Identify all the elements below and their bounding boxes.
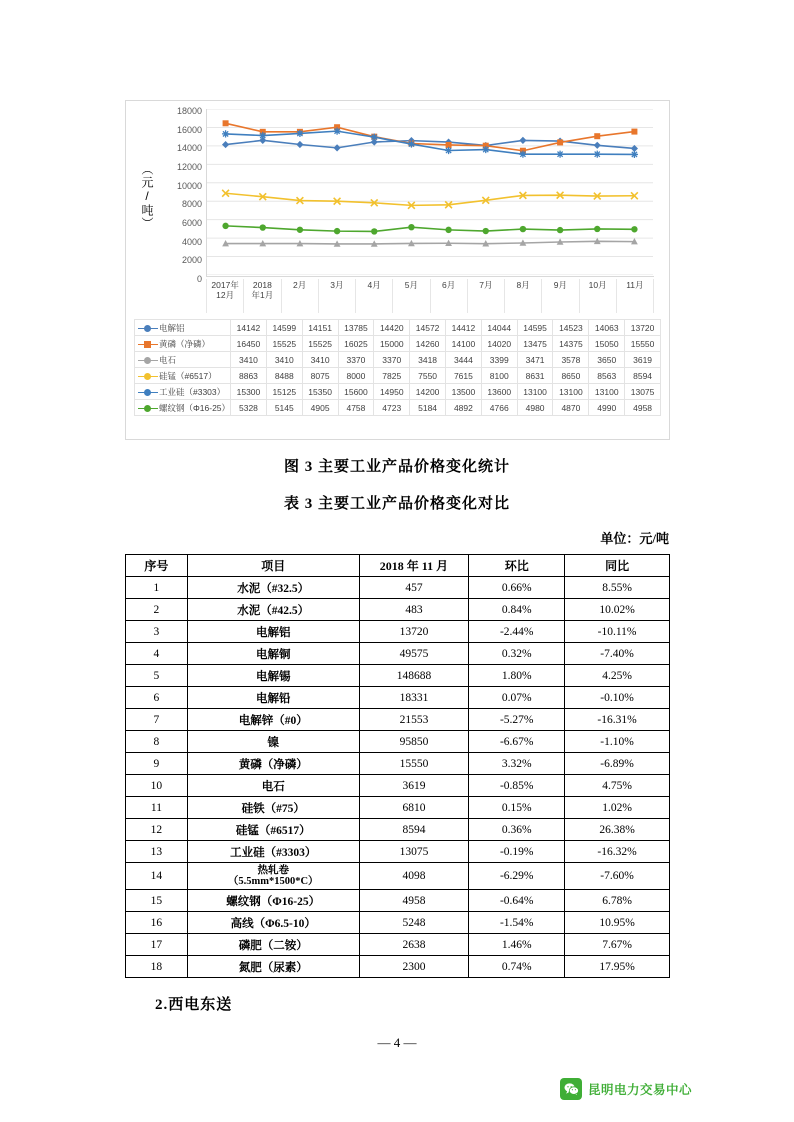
chart-series-value: 8563 bbox=[589, 368, 625, 384]
chart-series-value: 3410 bbox=[231, 352, 267, 368]
row-value: 2300 bbox=[359, 956, 469, 978]
chart-series-value: 16450 bbox=[231, 336, 267, 352]
chart-series-value: 4758 bbox=[338, 400, 374, 416]
row-value: 49575 bbox=[359, 643, 469, 665]
chart-y-axis-title: （元/吨） bbox=[140, 163, 154, 230]
row-value: 148688 bbox=[359, 665, 469, 687]
row-index: 12 bbox=[126, 819, 188, 841]
row-mom: 0.74% bbox=[469, 956, 565, 978]
table-row bbox=[126, 709, 670, 731]
wechat-icon bbox=[560, 1078, 582, 1100]
x-tick: 2月 bbox=[281, 279, 318, 313]
chart-series-value: 15525 bbox=[266, 336, 302, 352]
product-price-table bbox=[125, 554, 670, 978]
row-item: 电解铝 bbox=[187, 621, 359, 643]
chart-lines bbox=[206, 109, 654, 277]
row-item: 水泥（#42.5） bbox=[187, 599, 359, 621]
chart-series-value: 15350 bbox=[302, 384, 338, 400]
row-mom: 1.46% bbox=[469, 934, 565, 956]
chart-series-value: 14599 bbox=[266, 320, 302, 336]
table-row bbox=[126, 797, 670, 819]
table-row bbox=[126, 912, 670, 934]
row-yoy: 8.55% bbox=[565, 577, 670, 599]
row-value: 15550 bbox=[359, 753, 469, 775]
x-tick: 9月 bbox=[541, 279, 578, 313]
row-item: 硅锰（#6517） bbox=[187, 819, 359, 841]
chart-series-value: 7550 bbox=[410, 368, 446, 384]
chart-series-value: 4980 bbox=[517, 400, 553, 416]
chart-series-value: 13100 bbox=[589, 384, 625, 400]
x-tick: 3月 bbox=[318, 279, 355, 313]
section-heading: 2.西电东送 bbox=[155, 997, 233, 1013]
table-row bbox=[126, 863, 670, 890]
table-row bbox=[126, 731, 670, 753]
x-tick: 7月 bbox=[467, 279, 504, 313]
row-value: 6810 bbox=[359, 797, 469, 819]
y-tick: 6000 bbox=[181, 218, 202, 228]
chart-series-value: 3619 bbox=[625, 352, 661, 368]
table-header-cell: 同比 bbox=[565, 555, 670, 577]
chart-series-value: 7825 bbox=[374, 368, 410, 384]
chart-series-value: 13475 bbox=[517, 336, 553, 352]
chart-series-value: 15525 bbox=[302, 336, 338, 352]
x-tick: 11月 bbox=[616, 279, 654, 313]
x-tick: 5月 bbox=[392, 279, 429, 313]
table-header-cell: 项目 bbox=[187, 555, 359, 577]
chart-series-value: 3370 bbox=[374, 352, 410, 368]
chart-series-legend: 螺纹钢（Φ16-25） bbox=[135, 400, 231, 416]
row-yoy: 10.02% bbox=[565, 599, 670, 621]
x-tick: 2017年 12月 bbox=[206, 279, 243, 313]
row-value: 5248 bbox=[359, 912, 469, 934]
chart-series-value: 8488 bbox=[266, 368, 302, 384]
chart-series-value: 14260 bbox=[410, 336, 446, 352]
table-row bbox=[126, 665, 670, 687]
chart-series-legend: 电石 bbox=[135, 352, 231, 368]
row-value: 8594 bbox=[359, 819, 469, 841]
row-item: 硅铁（#75） bbox=[187, 797, 359, 819]
chart-series-value: 3418 bbox=[410, 352, 446, 368]
chart-series-value: 14420 bbox=[374, 320, 410, 336]
row-item: 镍 bbox=[187, 731, 359, 753]
row-mom: 0.07% bbox=[469, 687, 565, 709]
y-tick: 8000 bbox=[181, 199, 202, 210]
table-header-row bbox=[126, 555, 670, 577]
chart-series-value: 14572 bbox=[410, 320, 446, 336]
chart-x-tick-labels bbox=[206, 279, 654, 313]
row-mom: 0.32% bbox=[469, 643, 565, 665]
chart-series-value: 8631 bbox=[517, 368, 553, 384]
row-index: 9 bbox=[126, 753, 188, 775]
row-index: 18 bbox=[126, 956, 188, 978]
row-yoy: 17.95% bbox=[565, 956, 670, 978]
figure-caption: 图 3 主要工业产品价格变化统计 bbox=[283, 459, 510, 475]
chart-series-value: 5145 bbox=[266, 400, 302, 416]
row-mom: 0.36% bbox=[469, 819, 565, 841]
chart-series-value: 13075 bbox=[625, 384, 661, 400]
chart-series-value: 8100 bbox=[481, 368, 517, 384]
row-yoy: -16.32% bbox=[565, 841, 670, 863]
row-yoy: 10.95% bbox=[565, 912, 670, 934]
row-yoy: -7.40% bbox=[565, 643, 670, 665]
x-tick: 8月 bbox=[504, 279, 541, 313]
row-mom: -0.85% bbox=[469, 775, 565, 797]
row-item: 水泥（#32.5） bbox=[187, 577, 359, 599]
chart-series-row bbox=[135, 368, 661, 384]
table-row bbox=[126, 890, 670, 912]
row-mom: 0.84% bbox=[469, 599, 565, 621]
table-caption: 表 3 主要工业产品价格变化对比 bbox=[283, 496, 510, 512]
y-tick: 2000 bbox=[181, 255, 202, 266]
table-row bbox=[126, 687, 670, 709]
chart-series-value: 8650 bbox=[553, 368, 589, 384]
chart-series-value: 15125 bbox=[266, 384, 302, 400]
chart-series-row bbox=[135, 384, 661, 400]
chart-series-value: 14595 bbox=[517, 320, 553, 336]
chart-series-value: 14950 bbox=[374, 384, 410, 400]
table-header-cell: 2018 年 11 月 bbox=[359, 555, 469, 577]
chart-series-value: 3578 bbox=[553, 352, 589, 368]
row-value: 2638 bbox=[359, 934, 469, 956]
table-row bbox=[126, 775, 670, 797]
row-mom: -5.27% bbox=[469, 709, 565, 731]
row-index: 2 bbox=[126, 599, 188, 621]
row-yoy: 4.25% bbox=[565, 665, 670, 687]
row-value: 21553 bbox=[359, 709, 469, 731]
chart-series-row bbox=[135, 352, 661, 368]
row-index: 6 bbox=[126, 687, 188, 709]
chart-series-value: 3444 bbox=[446, 352, 482, 368]
chart-series-legend: 硅锰（#6517） bbox=[135, 368, 231, 384]
row-item: 电解铜 bbox=[187, 643, 359, 665]
chart-y-tick-labels bbox=[156, 106, 202, 284]
row-mom: -6.67% bbox=[469, 731, 565, 753]
chart-series-value: 14151 bbox=[302, 320, 338, 336]
row-index: 5 bbox=[126, 665, 188, 687]
chart-series-value: 5328 bbox=[231, 400, 267, 416]
chart-series-value: 13785 bbox=[338, 320, 374, 336]
row-item: 电解锌（#0） bbox=[187, 709, 359, 731]
row-yoy: 26.38% bbox=[565, 819, 670, 841]
row-mom: 0.66% bbox=[469, 577, 565, 599]
chart-series-value: 4723 bbox=[374, 400, 410, 416]
chart-series-value: 14100 bbox=[446, 336, 482, 352]
chart-series-value: 5184 bbox=[410, 400, 446, 416]
row-index: 17 bbox=[126, 934, 188, 956]
chart-series-value: 8075 bbox=[302, 368, 338, 384]
chart-series-value: 3471 bbox=[517, 352, 553, 368]
row-index: 13 bbox=[126, 841, 188, 863]
row-item: 磷肥（二铵） bbox=[187, 934, 359, 956]
row-mom: 3.32% bbox=[469, 753, 565, 775]
chart-series-value: 8594 bbox=[625, 368, 661, 384]
row-value: 4958 bbox=[359, 890, 469, 912]
row-index: 7 bbox=[126, 709, 188, 731]
row-index: 10 bbox=[126, 775, 188, 797]
row-mom: -1.54% bbox=[469, 912, 565, 934]
row-item: 氮肥（尿素） bbox=[187, 956, 359, 978]
row-value: 3619 bbox=[359, 775, 469, 797]
chart-series-value: 14142 bbox=[231, 320, 267, 336]
chart-series-row bbox=[135, 400, 661, 416]
row-mom: -0.64% bbox=[469, 890, 565, 912]
table-header-cell: 序号 bbox=[126, 555, 188, 577]
chart-series-value: 4905 bbox=[302, 400, 338, 416]
row-yoy: 6.78% bbox=[565, 890, 670, 912]
x-tick: 10月 bbox=[579, 279, 616, 313]
row-value: 13075 bbox=[359, 841, 469, 863]
row-item: 热轧卷 （5.5mm*1500*C） bbox=[187, 863, 359, 890]
chart-series-legend: 黄磷（净磷） bbox=[135, 336, 231, 352]
chart-series-value: 15550 bbox=[625, 336, 661, 352]
row-yoy: 1.02% bbox=[565, 797, 670, 819]
chart-series-value: 14200 bbox=[410, 384, 446, 400]
chart-series-value: 14063 bbox=[589, 320, 625, 336]
chart-series-value: 14523 bbox=[553, 320, 589, 336]
chart-series-row bbox=[135, 320, 661, 336]
chart-series-value: 15050 bbox=[589, 336, 625, 352]
y-tick: 18000 bbox=[176, 106, 202, 116]
x-tick: 6月 bbox=[430, 279, 467, 313]
row-index: 4 bbox=[126, 643, 188, 665]
chart-plot-area bbox=[126, 101, 669, 306]
table-row bbox=[126, 956, 670, 978]
chart-series-value: 14020 bbox=[481, 336, 517, 352]
row-yoy: 4.75% bbox=[565, 775, 670, 797]
chart-series-value: 15600 bbox=[338, 384, 374, 400]
row-mom: -2.44% bbox=[469, 621, 565, 643]
chart-series-value: 7615 bbox=[446, 368, 482, 384]
row-item: 电解铅 bbox=[187, 687, 359, 709]
wechat-account-name: 昆明电力交易中心 bbox=[588, 1083, 693, 1097]
chart-series-value: 4766 bbox=[481, 400, 517, 416]
chart-series-value: 14044 bbox=[481, 320, 517, 336]
table-row bbox=[126, 934, 670, 956]
chart-series-value: 15300 bbox=[231, 384, 267, 400]
x-tick: 2018 年1月 bbox=[243, 279, 280, 313]
chart-series-value: 4990 bbox=[589, 400, 625, 416]
row-value: 457 bbox=[359, 577, 469, 599]
row-item: 黄磷（净磷） bbox=[187, 753, 359, 775]
x-tick: 4月 bbox=[355, 279, 392, 313]
chart-series-value: 14375 bbox=[553, 336, 589, 352]
price-trend-chart bbox=[125, 100, 670, 440]
chart-series-value: 13720 bbox=[625, 320, 661, 336]
row-item: 电石 bbox=[187, 775, 359, 797]
row-index: 3 bbox=[126, 621, 188, 643]
row-index: 14 bbox=[126, 863, 188, 890]
chart-series-value: 3399 bbox=[481, 352, 517, 368]
row-item: 螺纹钢（Φ16-25） bbox=[187, 890, 359, 912]
chart-series-value: 14412 bbox=[446, 320, 482, 336]
table-unit-label: 单位：元/吨 bbox=[600, 531, 669, 546]
row-value: 95850 bbox=[359, 731, 469, 753]
y-tick: 10000 bbox=[176, 180, 202, 191]
y-tick: 0 bbox=[196, 274, 202, 284]
chart-series-value: 8863 bbox=[231, 368, 267, 384]
chart-series-value: 3650 bbox=[589, 352, 625, 368]
y-tick: 16000 bbox=[176, 124, 202, 135]
row-index: 15 bbox=[126, 890, 188, 912]
y-tick: 12000 bbox=[176, 162, 202, 172]
row-value: 483 bbox=[359, 599, 469, 621]
table-row bbox=[126, 819, 670, 841]
chart-series-value: 13100 bbox=[517, 384, 553, 400]
chart-series-value: 8000 bbox=[338, 368, 374, 384]
row-item: 电解锡 bbox=[187, 665, 359, 687]
row-index: 8 bbox=[126, 731, 188, 753]
chart-series-value: 3410 bbox=[266, 352, 302, 368]
y-tick: 14000 bbox=[176, 143, 202, 154]
chart-series-value: 16025 bbox=[338, 336, 374, 352]
row-item: 高线（Φ6.5-10） bbox=[187, 912, 359, 934]
row-yoy: -1.10% bbox=[565, 731, 670, 753]
chart-series-value: 13500 bbox=[446, 384, 482, 400]
row-yoy: -10.11% bbox=[565, 621, 670, 643]
row-index: 1 bbox=[126, 577, 188, 599]
table-row bbox=[126, 621, 670, 643]
chart-data-table bbox=[134, 319, 661, 416]
row-mom: 0.15% bbox=[469, 797, 565, 819]
row-yoy: -7.60% bbox=[565, 863, 670, 890]
row-mom: -6.29% bbox=[469, 863, 565, 890]
row-value: 18331 bbox=[359, 687, 469, 709]
row-index: 11 bbox=[126, 797, 188, 819]
chart-series-legend: 电解铝 bbox=[135, 320, 231, 336]
table-row bbox=[126, 753, 670, 775]
row-yoy: -0.10% bbox=[565, 687, 670, 709]
row-value: 4098 bbox=[359, 863, 469, 890]
chart-series-value: 3410 bbox=[302, 352, 338, 368]
y-tick: 4000 bbox=[181, 236, 202, 247]
row-index: 16 bbox=[126, 912, 188, 934]
chart-series-value: 13100 bbox=[553, 384, 589, 400]
table-row bbox=[126, 599, 670, 621]
chart-series-legend: 工业硅（#3303） bbox=[135, 384, 231, 400]
page-number: — 4 — bbox=[377, 1035, 417, 1050]
row-item: 工业硅（#3303） bbox=[187, 841, 359, 863]
table-row bbox=[126, 841, 670, 863]
row-yoy: -16.31% bbox=[565, 709, 670, 731]
chart-series-value: 13600 bbox=[481, 384, 517, 400]
row-mom: -0.19% bbox=[469, 841, 565, 863]
chart-series-value: 4892 bbox=[446, 400, 482, 416]
row-yoy: 7.67% bbox=[565, 934, 670, 956]
row-value: 13720 bbox=[359, 621, 469, 643]
chart-series-value: 4870 bbox=[553, 400, 589, 416]
chart-series-row bbox=[135, 336, 661, 352]
chart-series-value: 4958 bbox=[625, 400, 661, 416]
table-row bbox=[126, 643, 670, 665]
chart-series-value: 15000 bbox=[374, 336, 410, 352]
chart-series-value: 3370 bbox=[338, 352, 374, 368]
table-header-cell: 环比 bbox=[469, 555, 565, 577]
row-yoy: -6.89% bbox=[565, 753, 670, 775]
wechat-account-badge bbox=[560, 1078, 692, 1100]
row-mom: 1.80% bbox=[469, 665, 565, 687]
table-row bbox=[126, 577, 670, 599]
